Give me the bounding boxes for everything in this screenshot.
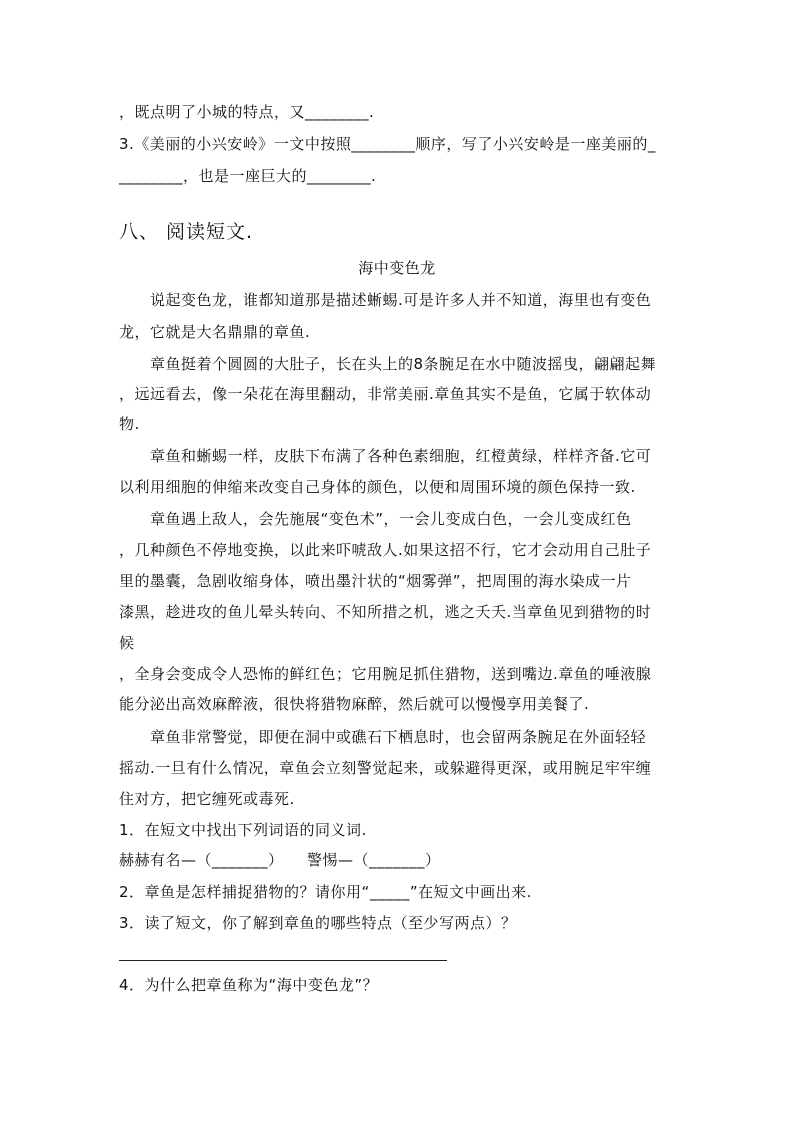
article-line: 候 [119, 634, 135, 652]
article-line: 漆黑，趁进攻的鱼儿晕头转向、不知所措之机，逃之夭夭.当章鱼见到猎物的时 [119, 603, 652, 621]
article-line: ，几种颜色不停地变换，以此来吓唬敌人.如果这招不行，它才会动用自己肚子 [119, 541, 652, 559]
article-line: 摇动.一旦有什么情况，章鱼会立刻警觉起来，或躲避得更深，或用腕足牢牢缠 [119, 759, 652, 777]
article-title: 海中变色龙 [358, 259, 436, 277]
article-line: 住对方，把它缠死或毒死. [119, 790, 295, 808]
article-line: 章鱼和蜥蜴一样，皮肤下布满了各种色素细胞，红橙黄绿，样样齐备.它可 [119, 447, 652, 465]
question-1: 1．在短文中找出下列词语的同义词. [119, 821, 367, 839]
question-4: 4．为什么把章鱼称为“海中变色龙”？ [119, 976, 379, 994]
article-line: 物. [119, 415, 140, 433]
article-line: 章鱼挺着个圆圆的大肚子，长在头上的8条腕足在水中随波摇曳，翩翩起舞 [119, 355, 657, 373]
question-line: ，既点明了小城的特点，又________. [119, 103, 375, 121]
article-line: ，远远看去，像一朵花在海里翻动，非常美丽.章鱼其实不是鱼，它属于软体动 [119, 385, 652, 403]
question-line: ________，也是一座巨大的________. [119, 167, 377, 185]
question-2: 2．章鱼是怎样捕捉猎物的？请你用“_____”在短文中画出来. [119, 883, 532, 901]
article-line: 里的墨囊，急剧收缩身体，喷出墨汁状的“烟雾弹”，把周围的海水染成一片 [119, 572, 632, 590]
article-line: 章鱼非常警觉，即便在洞中或礁石下栖息时，也会留两条腕足在外面轻轻 [119, 728, 647, 746]
question-1-blanks: 赫赫有名—（_______） 警惕—（_______） [119, 851, 441, 869]
section-heading: 八、 阅读短文. [119, 221, 254, 243]
article-line: 说起变色龙，谁都知道那是描述蜥蜴.可是许多人并不知道，海里也有变色 [119, 291, 652, 309]
question-line: 3.《美丽的小兴安岭》一文中按照________顺序，写了小兴安岭是一座美丽的_ [119, 135, 656, 153]
article-line: 章鱼遇上敌人，会先施展“变色术”，一会儿变成白色，一会儿变成红色 [119, 510, 632, 528]
article-line: 以利用细胞的伸缩来改变自己身体的颜色，以便和周围环境的颜色保持一致. [119, 478, 636, 496]
article-line: 能分泌出高效麻醉液，很快将猎物麻醉，然后就可以慢慢享用美餐了. [119, 695, 590, 713]
answer-line [119, 960, 447, 961]
article-line: ，全身会变成令人恐怖的鲜红色；它用腕足抓住猎物，送到嘴边.章鱼的唾液腺 [119, 665, 652, 683]
article-line: 龙，它就是大名鼎鼎的章鱼. [119, 323, 311, 341]
question-3: 3．读了短文，你了解到章鱼的哪些特点（至少写两点）？ [119, 914, 517, 932]
